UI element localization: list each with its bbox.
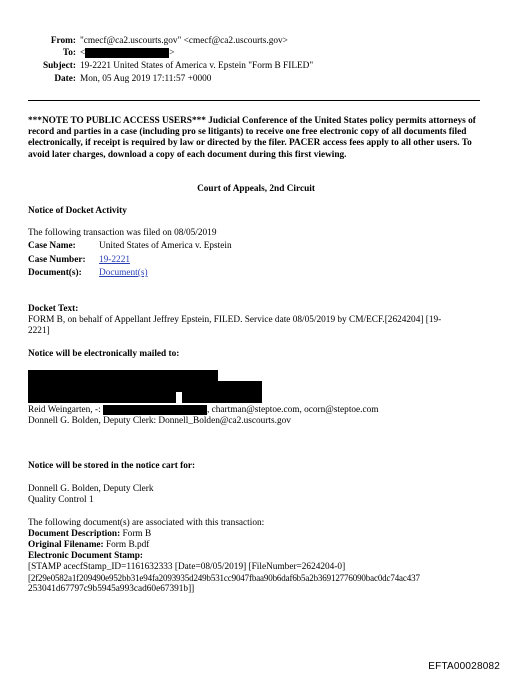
notice-cart-heading: Notice will be stored in the notice cart for: xyxy=(28,461,196,471)
to-label: To: xyxy=(62,48,76,58)
redaction-bar xyxy=(103,405,207,415)
original-filename-value: Form B.pdf xyxy=(105,540,150,550)
subject-value: 19-2221 United States of America v. Epstein "Form B FILED" xyxy=(80,61,314,71)
donnell-recipient-line: Donnell G. Bolden, Deputy Clerk: Donnell_Bolden@ca2.uscourts.gov xyxy=(28,416,291,426)
header-divider xyxy=(28,100,480,101)
redaction-bar xyxy=(28,392,176,403)
document-id-footer: EFTA00028082 xyxy=(428,660,500,672)
redaction-bar xyxy=(28,370,218,381)
redaction-bar xyxy=(85,48,169,58)
to-suffix: > xyxy=(169,48,175,59)
stamp-label: Electronic Document Stamp: xyxy=(28,551,143,561)
case-name-value: United States of America v. Epstein xyxy=(99,241,232,251)
redaction-bar xyxy=(182,392,262,403)
cart-line-1: Donnell G. Bolden, Deputy Clerk xyxy=(28,484,154,494)
doc-description-label: Document Description: xyxy=(28,529,121,539)
case-name-label: Case Name: xyxy=(28,241,76,251)
reid-suffix: , chartman@steptoe.com, ocorn@steptoe.com xyxy=(207,405,379,416)
public-access-notice: ***NOTE TO PUBLIC ACCESS USERS*** Judicial Conference of the United States policy permits attorneys of record and parties in a case (including pro se litigants) to receive one free electronic copy of all documents filed electronically, if receipt is required by law or directed by the filer. PACER access fees apply to all other users. To avoid later charges, download a copy of each document during this first viewing. xyxy=(28,116,476,160)
documents-link[interactable]: Document(s) xyxy=(99,268,148,278)
doc-description-row xyxy=(28,529,151,540)
stamp-line-3: 253041d67797c9b5945a993cad60e67391b]] xyxy=(28,584,195,594)
case-number-link[interactable]: 19-2221 xyxy=(99,255,130,265)
docket-activity-heading: Notice of Docket Activity xyxy=(28,206,127,216)
documents-label: Document(s): xyxy=(28,268,82,278)
associated-docs-line: The following document(s) are associated with this transaction: xyxy=(28,518,265,528)
redaction-bar xyxy=(28,381,262,392)
stamp-line-2: [2f29e0582a1f209490e952bb31e94fa2093935d249b531cc9047fbaa90b6daf6b5a2b36912776090bac0dc74ac437 xyxy=(28,573,420,583)
docket-text-label: Docket Text: xyxy=(28,304,79,314)
subject-label: Subject: xyxy=(42,61,76,71)
court-title: Court of Appeals, 2nd Circuit xyxy=(197,184,315,194)
from-label: From: xyxy=(50,36,76,46)
to-prefix: < xyxy=(80,48,86,59)
case-number-label: Case Number: xyxy=(28,255,86,265)
reid-recipient-line xyxy=(28,405,379,416)
cart-line-2: Quality Control 1 xyxy=(28,495,94,505)
docket-text-line-2: 2221] xyxy=(28,326,50,336)
date-value: Mon, 05 Aug 2019 17:11:57 +0000 xyxy=(80,74,212,84)
docket-text-line-1: FORM B, on behalf of Appellant Jeffrey Epstein, FILED. Service date 08/05/2019 by CM/ECF.[2624204] [19- xyxy=(28,315,442,325)
doc-description-value: Form B xyxy=(122,529,152,539)
mailed-heading: Notice will be electronically mailed to: xyxy=(28,349,180,359)
from-value: "cmecf@ca2.uscourts.gov" <cmecf@ca2.uscourts.gov> xyxy=(80,36,288,46)
transaction-line: The following transaction was filed on 08/05/2019 xyxy=(28,228,217,238)
to-value xyxy=(80,48,175,59)
date-label: Date: xyxy=(54,74,76,84)
stamp-line-1: [STAMP acecfStamp_ID=1161632333 [Date=08/05/2019] [FileNumber=2624204-0] xyxy=(28,562,346,572)
original-filename-row xyxy=(28,540,149,551)
original-filename-label: Original Filename: xyxy=(28,540,104,550)
reid-prefix: Reid Weingarten, -: xyxy=(28,405,101,416)
